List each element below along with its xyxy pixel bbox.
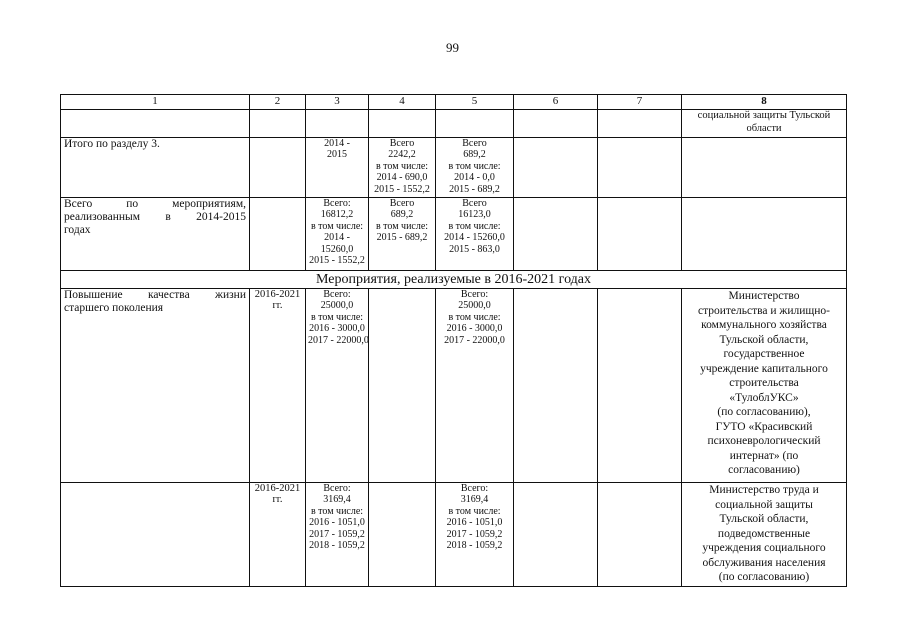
responsible-cell: Министерство труда и социальной защиты Тульской области, подведомственные учреждения социального обслуживания населения (по согласованию) [682,483,847,587]
finance-cell: Всего 689,2 в том числе: 2014 - 0,0 2015 - 689,2 [436,138,514,198]
section-title: Мероприятия, реализуемые в 2016-2021 годах [61,271,847,289]
table-row-itogo [61,138,847,198]
responsible-cell: социальной защиты Тульской области [682,110,847,138]
row-label: Повышение качества жизни старшего поколения [61,289,250,483]
header-cell: 7 [598,95,682,110]
header-row [61,95,847,110]
finance-cell: Всего: 25000,0 в том числе: 2016 - 3000,0 2017 - 22000,0 [436,289,514,483]
header-cell: 4 [369,95,436,110]
finance-cell: 2014 - 2015 [306,138,369,198]
page-number: 99 [446,40,459,55]
row-label: Итого по разделу 3. [61,138,250,198]
table-row-povyshenie [61,289,847,483]
period-cell: 2016-2021 гг. [250,289,306,483]
finance-cell: Всего: 3169,4 в том числе: 2016 - 1051,0 2017 - 1059,2 2018 - 1059,2 [436,483,514,587]
finance-cell: Всего 2242,2 в том числе: 2014 - 690,0 2015 - 1552,2 [369,138,436,198]
continuation-row [61,110,847,138]
header-cell: 1 [61,95,250,110]
measures-table [60,94,847,587]
table-row-vsego [61,198,847,271]
header-cell: 2 [250,95,306,110]
finance-cell: Всего: 16812,2 в том числе: 2014 - 15260,0 2015 - 1552,2 [306,198,369,271]
header-cell: 8 [682,95,847,110]
finance-cell: Всего 689,2 в том числе: 2015 - 689,2 [369,198,436,271]
header-cell: 6 [514,95,598,110]
row-label: Всего по мероприятиям, реализованным в 2014-2015 годах [61,198,250,271]
finance-cell: Всего 16123,0 в том числе: 2014 - 15260,0 2015 - 863,0 [436,198,514,271]
responsible-cell: Министерство строительства и жилищно- коммунального хозяйства Тульской области, государственное учреждение капитального строительства «ТулоблУКС» (по согласованию), ГУТО «Красивский психоневрологический интернат» (по согласованию) [682,289,847,483]
table-row-trud [61,483,847,587]
finance-cell: Всего: 25000,0 в том числе: 2016 - 3000,0 2017 - 22000,0 [306,289,369,483]
header-cell: 3 [306,95,369,110]
finance-cell: Всего: 3169,4 в том числе: 2016 - 1051,0 2017 - 1059,2 2018 - 1059,2 [306,483,369,587]
period-cell: 2016-2021 гг. [250,483,306,587]
section-row [61,271,847,289]
header-cell: 5 [436,95,514,110]
